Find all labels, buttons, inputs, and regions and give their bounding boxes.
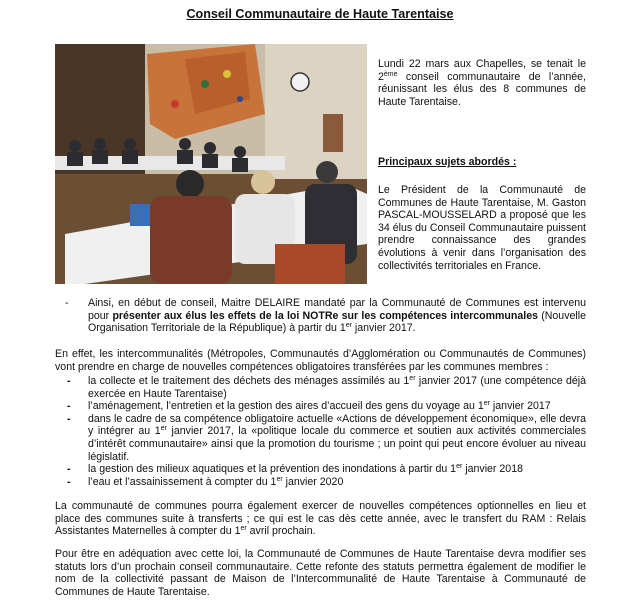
subjects-heading: Principaux sujets abordés : bbox=[378, 156, 517, 168]
list-bullet: - bbox=[67, 412, 71, 425]
delaire-dash: - bbox=[65, 297, 69, 309]
list-item-text: l’aménagement, l’entretien et la gestion des aires d’accueil des gens du voyage au 1 bbox=[88, 400, 484, 413]
list-item-text-end: janvier 2017 bbox=[489, 400, 551, 413]
list-item-text: la gestion des milieux aquatiques et la prévention des inondations à partir du 1 bbox=[88, 463, 457, 476]
delaire-text-1: Ainsi, en début de conseil, Maitre DELAIRE mandaté par la Communauté de Communes est intervenu pour bbox=[88, 297, 586, 322]
optional-text-1: La communauté de communes pourra également exercer de nouvelles compétences optionnelles en lieu et place des communes suite à transferts ; ce qui est le cas dès cette année, avec le transfert du RAM : Relais Assistantes Maternelles à compter du 1 bbox=[55, 500, 586, 538]
list-item-text-end: janvier 2020 bbox=[282, 475, 344, 488]
delaire-paragraph bbox=[88, 297, 586, 335]
intro-text-1: Lundi 22 mars aux Chapelles, se tenait le 2 bbox=[378, 58, 586, 83]
list-bullet: - bbox=[67, 475, 71, 488]
statuts-paragraph: Pour être en adéquation avec cette loi, la Communauté de Communes de Haute Tarentaise devra modifier ses statuts lors d’un prochain conseil communautaire. Cette refonte des statuts permettra également de modifier le nom de la collectivité passant de Maison de l’Intercommunalité de Haute Tarentaise à Communauté de Communes de Haute Tarentaise. bbox=[55, 548, 586, 598]
list-item-text-end: janvier 2018 bbox=[462, 463, 523, 476]
list-item-sup: er bbox=[160, 425, 167, 433]
intro-text-2: conseil communautaire de l’année, réunissant les élus des 8 communes de Haute Tarentaise. bbox=[378, 70, 586, 108]
list-item-text: la collecte et le traitement des déchets des ménages assimilés au 1 bbox=[88, 375, 410, 387]
optional-text-2: avril prochain. bbox=[246, 525, 316, 538]
list-item bbox=[55, 413, 586, 463]
list-item-text: l’eau et l’assainissement à compter du 1 bbox=[88, 475, 277, 488]
delaire-sup: er bbox=[345, 322, 352, 330]
list-item-sup: er bbox=[409, 375, 416, 382]
intro-sup: ème bbox=[383, 70, 398, 78]
meeting-photo bbox=[55, 44, 367, 284]
list-item-text: dans le cadre de sa compétence obligatoire actuelle «Actions de développement économique», elle devra y intégrer au 1 bbox=[88, 412, 586, 438]
list-item bbox=[55, 476, 586, 489]
page-title: Conseil Communautaire de Haute Tarentaise bbox=[186, 7, 454, 21]
list-item-sup: er bbox=[456, 463, 463, 471]
list-item bbox=[55, 375, 586, 400]
list-item-text-end: janvier 2017, la «politique locale du commerce et soutien aux activités commerciales d’intérêt communautaire» ainsi que la promotion du tourisme ; un point qui peut encore évoluer au niveau législatif. bbox=[88, 425, 586, 463]
list-item-text-end: janvier 2017 (une compétence déjà exercée en Haute Tarentaise) bbox=[88, 375, 587, 400]
list-bullet: - bbox=[67, 375, 71, 387]
list-item bbox=[55, 400, 586, 413]
competences-list bbox=[55, 375, 586, 488]
list-bullet: - bbox=[67, 463, 71, 476]
intro-paragraph bbox=[378, 58, 586, 108]
president-paragraph: Le Président de la Communauté de Communes de Haute Tarentaise, M. Gaston PASCAL-MOUSSELARD a proposé que les 34 élus du Conseil Communautaire puissent prendre connaissance des grandes évolutions à venir dans l’organisation des collectivités territoriales en France. bbox=[378, 184, 586, 272]
interco-paragraph: En effet, les intercommunalités (Métropoles, Communautés d’Agglomération ou Communautés de Communes) vont prendre en charge de nouvelles compétences obligatoires transférées par les communes membres : bbox=[55, 348, 586, 373]
list-bullet: - bbox=[67, 400, 71, 413]
list-item-sup: er bbox=[276, 475, 283, 483]
list-item-sup: er bbox=[483, 400, 490, 408]
delaire-text-3: janvier 2017. bbox=[351, 322, 416, 335]
delaire-bold: présenter aux élus les effets de la loi NOTRe sur les compétences intercommunales bbox=[112, 309, 538, 322]
optional-sup: er bbox=[240, 525, 247, 533]
delaire-text-2: (Nouvelle Organisation Territoriale de la République) à partir du 1 bbox=[88, 309, 586, 335]
list-item bbox=[55, 463, 586, 476]
optional-paragraph bbox=[55, 500, 586, 538]
